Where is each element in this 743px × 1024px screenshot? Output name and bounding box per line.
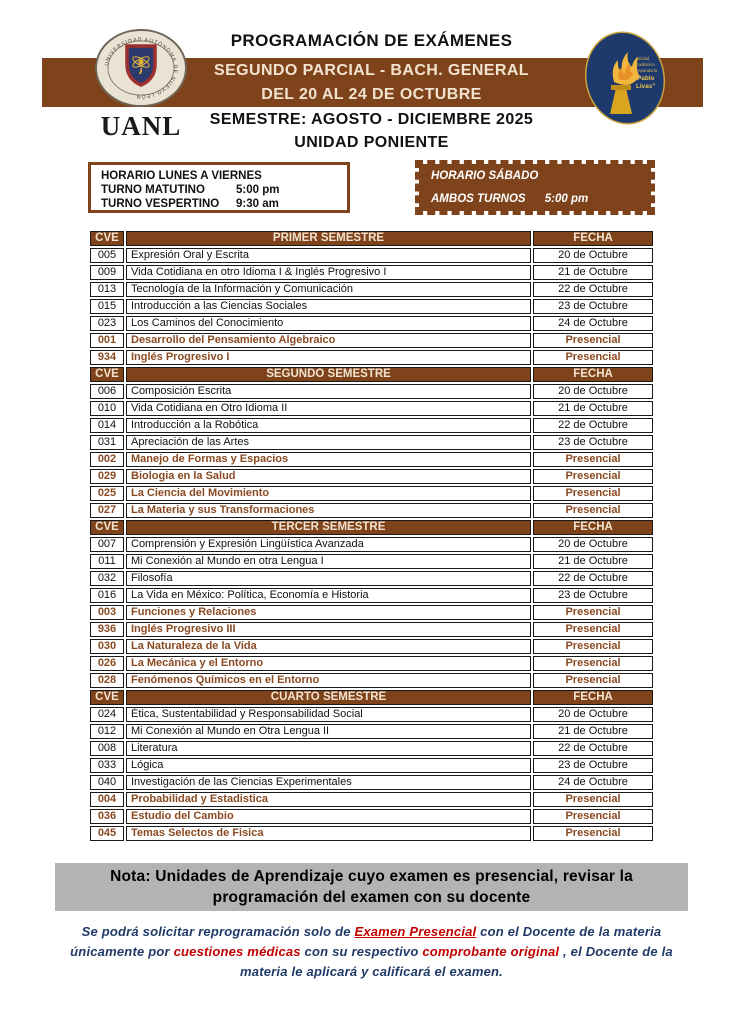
- footer-segment: con el Docente de la materia únicamente por: [70, 924, 662, 959]
- exam-row: [90, 282, 653, 297]
- exam-row: [90, 452, 653, 467]
- exam-row: [90, 350, 653, 365]
- exam-cve: 029: [90, 469, 124, 484]
- exam-subject: Ética, Sustentabilidad y Responsabilidad Social: [126, 707, 531, 722]
- exam-subject: Vida Cotidiana en Otro Idioma II: [126, 401, 531, 416]
- exam-fecha: 24 de Octubre: [533, 775, 653, 790]
- exam-cve: 045: [90, 826, 124, 841]
- exam-fecha: Presencial: [533, 333, 653, 348]
- exam-fecha: 22 de Octubre: [533, 741, 653, 756]
- exam-cve: 004: [90, 792, 124, 807]
- exam-row: [90, 622, 653, 637]
- exam-cve: 024: [90, 707, 124, 722]
- exam-fecha: 23 de Octubre: [533, 588, 653, 603]
- weekday-schedule-box: [88, 162, 350, 213]
- turno-matutino-time: 5:00 pm: [236, 184, 280, 196]
- pablo-livas-logo-icon: [584, 30, 666, 127]
- exam-cve: 003: [90, 605, 124, 620]
- exam-cve: 040: [90, 775, 124, 790]
- exam-row: [90, 656, 653, 671]
- exam-cve: 036: [90, 809, 124, 824]
- turno-vespertino-time: 9:30 am: [236, 198, 279, 210]
- exam-fecha: 23 de Octubre: [533, 435, 653, 450]
- cve-column-header: CVE: [90, 367, 124, 382]
- exam-row: [90, 316, 653, 331]
- exam-subject: Introducción a las Ciencias Sociales: [126, 299, 531, 314]
- exam-fecha: Presencial: [533, 605, 653, 620]
- exam-schedule-table: [88, 229, 655, 843]
- section-title: PRIMER SEMESTRE: [126, 231, 531, 246]
- footer-segment: cuestiones médicas: [173, 944, 301, 959]
- saturday-schedule-title: HORARIO SÁBADO: [431, 170, 539, 182]
- svg-text:Preparatoria: Preparatoria: [634, 68, 658, 73]
- exam-fecha: Presencial: [533, 673, 653, 688]
- exam-row: [90, 809, 653, 824]
- exam-fecha: 22 de Octubre: [533, 282, 653, 297]
- exam-cve: 010: [90, 401, 124, 416]
- svg-text:Unidad: Unidad: [636, 56, 650, 61]
- saturday-schedule-line: [431, 192, 651, 206]
- exam-subject: La Naturaleza de la Vida: [126, 639, 531, 654]
- saturday-turnos-label: AMBOS TURNOS: [431, 193, 526, 205]
- exam-row: [90, 486, 653, 501]
- exam-row: [90, 571, 653, 586]
- fecha-column-header: FECHA: [533, 690, 653, 705]
- exam-cve: 030: [90, 639, 124, 654]
- exam-subject: Comprensión y Expresión Lingüística Avanzada: [126, 537, 531, 552]
- cve-column-header: CVE: [90, 520, 124, 535]
- banner-line-1: SEGUNDO PARCIAL - BACH. GENERAL: [214, 62, 529, 79]
- turno-vespertino-label: TURNO VESPERTINO: [101, 198, 220, 210]
- svg-text:Livas": Livas": [636, 83, 656, 90]
- exam-cve: 009: [90, 265, 124, 280]
- section-title: SEGUNDO SEMESTRE: [126, 367, 531, 382]
- reprogram-note: [45, 922, 698, 982]
- exam-fecha: 21 de Octubre: [533, 401, 653, 416]
- exam-subject: Apreciación de las Artes: [126, 435, 531, 450]
- footer-segment: Se podrá solicitar reprogramación solo de: [81, 924, 355, 939]
- exam-cve: 008: [90, 741, 124, 756]
- exam-fecha: Presencial: [533, 639, 653, 654]
- exam-cve: 015: [90, 299, 124, 314]
- exam-row: [90, 299, 653, 314]
- exam-cve: 005: [90, 248, 124, 263]
- exam-row: [90, 265, 653, 280]
- section-header-row: [90, 690, 653, 705]
- exam-cve: 934: [90, 350, 124, 365]
- exam-cve: 033: [90, 758, 124, 773]
- exam-cve: 026: [90, 656, 124, 671]
- exam-row: [90, 588, 653, 603]
- section-header-row: [90, 520, 653, 535]
- exam-cve: 006: [90, 384, 124, 399]
- exam-subject: Probabilidad y Estadistica: [126, 792, 531, 807]
- exam-subject: Inglés Progresivo I: [126, 350, 531, 365]
- exam-row: [90, 605, 653, 620]
- exam-fecha: 20 de Octubre: [533, 537, 653, 552]
- schedule-boxes-row: [88, 160, 743, 215]
- exam-fecha: 20 de Octubre: [533, 384, 653, 399]
- exam-subject: Lógica: [126, 758, 531, 773]
- weekday-schedule-title: HORARIO LUNES A VIERNES: [101, 170, 262, 182]
- unit-line: UNIDAD PONIENTE: [294, 134, 449, 151]
- exam-subject: Literatura: [126, 741, 531, 756]
- document-header: [0, 0, 743, 158]
- uanl-logo-block: [92, 28, 190, 142]
- exam-row: [90, 724, 653, 739]
- exam-cve: 012: [90, 724, 124, 739]
- exam-row: [90, 741, 653, 756]
- svg-text:Académica: Académica: [634, 62, 655, 67]
- exam-subject: Mi Conexión al Mundo en Otra Lengua II: [126, 724, 531, 739]
- semester-line: SEMESTRE: AGOSTO - DICIEMBRE 2025: [209, 111, 534, 128]
- exam-row: [90, 673, 653, 688]
- turno-matutino-row: [101, 183, 347, 197]
- exam-cve: 007: [90, 537, 124, 552]
- exam-subject: La Mecánica y el Entorno: [126, 656, 531, 671]
- exam-row: [90, 639, 653, 654]
- exam-subject: La Materia y sus Transformaciones: [126, 503, 531, 518]
- exam-row: [90, 707, 653, 722]
- exam-subject: Manejo de Formas y Espacios: [126, 452, 531, 467]
- exam-fecha: Presencial: [533, 826, 653, 841]
- exam-row: [90, 401, 653, 416]
- cve-column-header: CVE: [90, 231, 124, 246]
- exam-cve: 016: [90, 588, 124, 603]
- exam-cve: 014: [90, 418, 124, 433]
- exam-row: [90, 792, 653, 807]
- exam-table-body: [90, 231, 653, 841]
- exam-fecha: 20 de Octubre: [533, 707, 653, 722]
- exam-fecha: Presencial: [533, 469, 653, 484]
- exam-cve: 032: [90, 571, 124, 586]
- exam-subject: Biologia en la Salud: [126, 469, 531, 484]
- footer-segment: , el Docente de la materia le aplicará y calificará el examen.: [240, 944, 673, 979]
- exam-fecha: Presencial: [533, 656, 653, 671]
- exam-subject: Composición Escrita: [126, 384, 531, 399]
- exam-subject: Estudio del Cambio: [126, 809, 531, 824]
- exam-subject: Temas Selectos de Fisica: [126, 826, 531, 841]
- saturday-schedule-box: [415, 160, 655, 215]
- exam-fecha: Presencial: [533, 452, 653, 467]
- svg-text:"Pablo: "Pablo: [634, 75, 655, 82]
- exam-fecha: 21 de Octubre: [533, 265, 653, 280]
- exam-cve: 028: [90, 673, 124, 688]
- exam-fecha: 23 de Octubre: [533, 758, 653, 773]
- exam-row: [90, 503, 653, 518]
- exam-fecha: Presencial: [533, 350, 653, 365]
- exam-cve: 023: [90, 316, 124, 331]
- exam-row: [90, 537, 653, 552]
- svg-text:UNIVERSIDAD AUTÓNOMA DE NUEVO: UNIVERSIDAD AUTÓNOMA DE NUEVO LEÓN: [104, 36, 179, 100]
- exam-cve: 013: [90, 282, 124, 297]
- exam-row: [90, 248, 653, 263]
- footer-segment: Examen Presencial: [354, 924, 477, 939]
- exam-row: [90, 775, 653, 790]
- exam-fecha: 23 de Octubre: [533, 299, 653, 314]
- exam-subject: Los Caminos del Conocimiento: [126, 316, 531, 331]
- section-header-row: [90, 367, 653, 382]
- exam-subject: Fenómenos Químicos en el Entorno: [126, 673, 531, 688]
- exam-cve: 011: [90, 554, 124, 569]
- exam-row: [90, 333, 653, 348]
- exam-row: [90, 469, 653, 484]
- exam-row: [90, 758, 653, 773]
- exam-subject: Desarrollo del Pensamiento Algebraico: [126, 333, 531, 348]
- exam-cve: 001: [90, 333, 124, 348]
- exam-fecha: 24 de Octubre: [533, 316, 653, 331]
- page-title: PROGRAMACIÓN DE EXÁMENES: [230, 31, 513, 50]
- exam-fecha: 21 de Octubre: [533, 554, 653, 569]
- exam-fecha: Presencial: [533, 503, 653, 518]
- saturday-turnos-time: 5:00 pm: [544, 193, 589, 205]
- exam-fecha: 22 de Octubre: [533, 418, 653, 433]
- exam-subject: Tecnología de la Información y Comunicación: [126, 282, 531, 297]
- section-header-row: [90, 231, 653, 246]
- exam-row: [90, 554, 653, 569]
- exam-fecha: Presencial: [533, 809, 653, 824]
- exam-subject: Filosofía: [126, 571, 531, 586]
- fecha-column-header: FECHA: [533, 520, 653, 535]
- exam-row: [90, 384, 653, 399]
- footer-segment: comprobante original: [422, 944, 560, 959]
- exam-subject: La Vida en México: Política, Economía e Historia: [126, 588, 531, 603]
- exam-fecha: 21 de Octubre: [533, 724, 653, 739]
- exam-fecha: Presencial: [533, 792, 653, 807]
- exam-cve: 936: [90, 622, 124, 637]
- section-title: TERCER SEMESTRE: [126, 520, 531, 535]
- uanl-wordmark: UANL: [100, 111, 182, 141]
- uanl-seal-icon: [94, 28, 188, 108]
- exam-fecha: Presencial: [533, 486, 653, 501]
- exam-cve: 002: [90, 452, 124, 467]
- exam-fecha: Presencial: [533, 622, 653, 637]
- exam-row: [90, 418, 653, 433]
- exam-cve: 031: [90, 435, 124, 450]
- fecha-column-header: FECHA: [533, 231, 653, 246]
- exam-subject: Introducción a la Robótica: [126, 418, 531, 433]
- exam-row: [90, 435, 653, 450]
- exam-subject: Vida Cotidiana en otro Idioma I & Inglés Progresivo I: [126, 265, 531, 280]
- exam-cve: 025: [90, 486, 124, 501]
- exam-fecha: 20 de Octubre: [533, 248, 653, 263]
- presencial-note-banner: Nota: Unidades de Aprendizaje cuyo examen es presencial, revisar la programación del examen con su docente: [55, 863, 688, 911]
- exam-subject: Inglés Progresivo III: [126, 622, 531, 637]
- exam-subject: Mi Conexión al Mundo en otra Lengua I: [126, 554, 531, 569]
- exam-subject: Funciones y Relaciones: [126, 605, 531, 620]
- cve-column-header: CVE: [90, 690, 124, 705]
- exam-subject: Investigación de las Ciencias Experimentales: [126, 775, 531, 790]
- exam-cve: 027: [90, 503, 124, 518]
- turno-matutino-label: TURNO MATUTINO: [101, 184, 205, 196]
- section-title: CUARTO SEMESTRE: [126, 690, 531, 705]
- footer-segment: con su respectivo: [300, 944, 423, 959]
- banner-line-2: DEL 20 AL 24 DE OCTUBRE: [261, 86, 482, 103]
- exam-subject: La Ciencia del Movimiento: [126, 486, 531, 501]
- exam-subject: Expresión Oral y Escrita: [126, 248, 531, 263]
- exam-row: [90, 826, 653, 841]
- exam-fecha: 22 de Octubre: [533, 571, 653, 586]
- turno-vespertino-row: [101, 197, 347, 211]
- fecha-column-header: FECHA: [533, 367, 653, 382]
